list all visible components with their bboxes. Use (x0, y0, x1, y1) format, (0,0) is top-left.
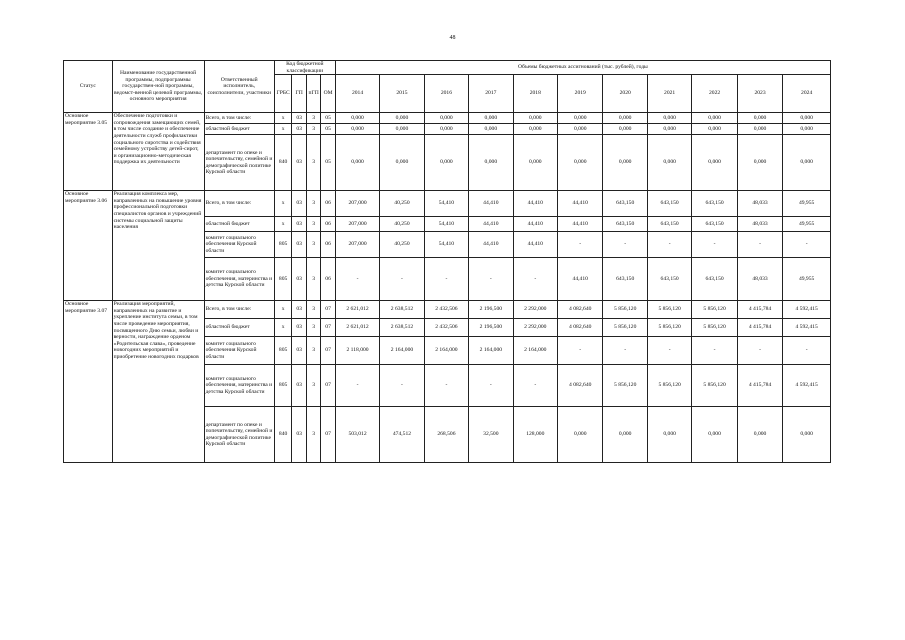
value-cell: 5 856,120 (603, 301, 647, 319)
value-cell: 32,500 (469, 407, 513, 463)
value-cell: 643,150 (647, 217, 691, 232)
executor-cell: Всего, в том числе: (204, 301, 274, 319)
value-cell: 0,000 (558, 135, 603, 191)
code-cell: 03 (292, 232, 306, 258)
code-cell: 3 (306, 217, 320, 232)
value-cell: 0,000 (558, 407, 603, 463)
code-cell: 03 (292, 337, 306, 365)
code-cell: 03 (292, 191, 306, 217)
code-cell: 3 (306, 135, 320, 191)
code-cell: 07 (321, 337, 335, 365)
value-cell: 4 592,415 (783, 365, 831, 407)
code-cell: 3 (306, 258, 320, 301)
code-cell: 03 (292, 135, 306, 191)
header-code-2: ГП (292, 75, 306, 113)
value-cell: 0,000 (737, 124, 782, 135)
value-cell: 268,506 (424, 407, 468, 463)
value-cell: 0,000 (737, 135, 782, 191)
code-cell: 805 (274, 232, 292, 258)
value-cell: 643,150 (603, 258, 647, 301)
value-cell: - (783, 232, 831, 258)
value-cell: 48,033 (737, 191, 782, 217)
value-cell: 2 164,000 (513, 337, 557, 365)
value-cell: 44,410 (558, 258, 603, 301)
value-cell: 49,955 (783, 191, 831, 217)
header-status: Статус (64, 61, 113, 113)
value-cell: 49,955 (783, 258, 831, 301)
code-cell: 07 (321, 407, 335, 463)
executor-cell: комитет социального обеспечения Курской области (204, 232, 274, 258)
value-cell: 44,410 (513, 232, 557, 258)
value-cell: 4 415,784 (737, 365, 782, 407)
value-cell: 2 638,512 (380, 301, 424, 319)
status-cell: Основное мероприятие 3.06 (64, 191, 113, 301)
header-year: 2017 (469, 75, 513, 113)
value-cell: 0,000 (647, 135, 691, 191)
value-cell: 0,000 (335, 113, 379, 124)
value-cell: - (424, 258, 468, 301)
code-cell: 3 (306, 232, 320, 258)
code-cell: 05 (321, 135, 335, 191)
value-cell: 643,150 (603, 217, 647, 232)
table-row (64, 301, 831, 319)
code-cell: 805 (274, 365, 292, 407)
value-cell: 0,000 (380, 135, 424, 191)
name-cell: Реализация мероприятий, направленных на развитие и укрепление института семьи, в том числе проведение мероприятия, посвященного Дню семьи, любви и верности, награждение орденом «Родительская слава», проведение новогодних мероприятий и приобретение новогодних подарков (112, 301, 204, 463)
header-year: 2024 (783, 75, 831, 113)
value-cell: 0,000 (692, 135, 737, 191)
value-cell: 48,033 (737, 258, 782, 301)
value-cell: 5 856,120 (647, 319, 691, 337)
value-cell: 643,150 (692, 258, 737, 301)
code-cell: x (274, 124, 292, 135)
code-cell: 07 (321, 365, 335, 407)
code-cell: 3 (306, 407, 320, 463)
value-cell: 0,000 (692, 407, 737, 463)
value-cell: 54,410 (424, 191, 468, 217)
value-cell: - (335, 258, 379, 301)
header-name: Наименование государственной программы, подпрограммы государствен-ной программы, ведомст-венной целевой программы, основного мероприятия (112, 61, 204, 113)
value-cell: 5 856,120 (647, 301, 691, 319)
value-cell: 2 196,500 (469, 301, 513, 319)
value-cell: - (513, 258, 557, 301)
value-cell: 40,250 (380, 217, 424, 232)
value-cell: 44,410 (469, 217, 513, 232)
value-cell: 0,000 (469, 113, 513, 124)
value-cell: - (603, 232, 647, 258)
executor-cell: Всего, в том числе: (204, 191, 274, 217)
value-cell: 0,000 (647, 113, 691, 124)
executor-cell: комитет социального обеспечения, материнства и детства Курской области (204, 365, 274, 407)
value-cell: 44,410 (558, 191, 603, 217)
value-cell: 0,000 (647, 124, 691, 135)
value-cell: 44,410 (513, 191, 557, 217)
value-cell: 2 164,000 (380, 337, 424, 365)
value-cell: 5 856,120 (692, 365, 737, 407)
status-cell: Основное мероприятие 3.05 (64, 113, 113, 191)
value-cell: 0,000 (513, 113, 557, 124)
value-cell: - (737, 337, 782, 365)
value-cell: 48,033 (737, 217, 782, 232)
value-cell: 0,000 (335, 124, 379, 135)
code-cell: 07 (321, 301, 335, 319)
code-cell: 05 (321, 124, 335, 135)
value-cell: 5 856,120 (692, 319, 737, 337)
value-cell: 0,000 (783, 124, 831, 135)
code-cell: 840 (274, 135, 292, 191)
value-cell: 0,000 (692, 124, 737, 135)
value-cell: 5 856,120 (692, 301, 737, 319)
value-cell: 0,000 (558, 113, 603, 124)
code-cell: 03 (292, 258, 306, 301)
value-cell: 4 415,784 (737, 301, 782, 319)
value-cell: 2 621,012 (335, 319, 379, 337)
header-code-4: ОМ (321, 75, 335, 113)
value-cell: 4 592,415 (783, 319, 831, 337)
value-cell: 2 196,500 (469, 319, 513, 337)
value-cell: 5 856,120 (647, 365, 691, 407)
value-cell: 0,000 (513, 135, 557, 191)
value-cell: 5 856,120 (603, 319, 647, 337)
header-executor: Ответственный исполнитель, соисполнители, участники (204, 61, 274, 113)
value-cell: 2 638,512 (380, 319, 424, 337)
value-cell: 2 621,012 (335, 301, 379, 319)
value-cell: 0,000 (603, 135, 647, 191)
code-cell: x (274, 113, 292, 124)
value-cell: 0,000 (335, 135, 379, 191)
executor-cell: комитет социального обеспечения Курской области (204, 337, 274, 365)
table-row (64, 191, 831, 217)
budget-table (63, 60, 831, 463)
value-cell: 2 118,000 (335, 337, 379, 365)
value-cell: 503,012 (335, 407, 379, 463)
value-cell: 643,150 (692, 217, 737, 232)
code-cell: 3 (306, 113, 320, 124)
value-cell: - (692, 337, 737, 365)
value-cell: 4 415,784 (737, 319, 782, 337)
header-volume-group: Объемы бюджетных ассигнований (тыс. рублей), годы (335, 61, 830, 75)
value-cell: - (692, 232, 737, 258)
value-cell: 128,000 (513, 407, 557, 463)
value-cell: - (603, 337, 647, 365)
code-cell: 3 (306, 124, 320, 135)
name-cell: Реализация комплекса мер, направленных на повышение уровня профессиональной подготовки специалистов органов и учреждений системы социальной защиты населения (112, 191, 204, 301)
code-cell: 3 (306, 365, 320, 407)
value-cell: 40,250 (380, 191, 424, 217)
executor-cell: областной бюджет (204, 319, 274, 337)
value-cell: 2 292,000 (513, 319, 557, 337)
value-cell: 5 856,120 (603, 365, 647, 407)
header-year: 2018 (513, 75, 557, 113)
code-cell: x (274, 301, 292, 319)
value-cell: - (335, 365, 379, 407)
value-cell: 474,512 (380, 407, 424, 463)
value-cell: - (424, 365, 468, 407)
value-cell: 207,000 (335, 232, 379, 258)
value-cell: - (737, 232, 782, 258)
code-cell: 03 (292, 217, 306, 232)
header-year: 2019 (558, 75, 603, 113)
executor-cell: областной бюджет (204, 217, 274, 232)
code-cell: 06 (321, 232, 335, 258)
value-cell: 2 432,506 (424, 301, 468, 319)
table-row (64, 113, 831, 124)
value-cell: - (558, 337, 603, 365)
value-cell: 0,000 (380, 124, 424, 135)
executor-cell: департамент по опеке и попечительству, семейной и демографической политике Курской области (204, 407, 274, 463)
header-code-1: ГРБС (274, 75, 292, 113)
header-year: 2015 (380, 75, 424, 113)
value-cell: 2 164,000 (469, 337, 513, 365)
status-cell: Основное мероприятие 3.07 (64, 301, 113, 463)
code-cell: 840 (274, 407, 292, 463)
value-cell: 643,150 (692, 191, 737, 217)
header-code-group: Код бюджетной классификации (274, 61, 335, 75)
value-cell: 643,150 (647, 191, 691, 217)
value-cell: 643,150 (603, 191, 647, 217)
header-year: 2020 (603, 75, 647, 113)
value-cell: 2 292,000 (513, 301, 557, 319)
header-year: 2014 (335, 75, 379, 113)
code-cell: 3 (306, 319, 320, 337)
executor-cell: Всего, в том числе: (204, 113, 274, 124)
value-cell: 0,000 (558, 124, 603, 135)
value-cell: 0,000 (513, 124, 557, 135)
code-cell: 07 (321, 319, 335, 337)
value-cell: 49,955 (783, 217, 831, 232)
value-cell: 2 164,000 (424, 337, 468, 365)
name-cell: Обеспечение подготовки и сопровождения замещающих семей, в том числе создание и обеспечение деятельности служб профилактики социального сиротства и содействия семейному устройству детей-сирот, и организационно-методическая поддержка их деятельности (112, 113, 204, 191)
code-cell: x (274, 191, 292, 217)
value-cell: 54,410 (424, 232, 468, 258)
value-cell: 4 082,640 (558, 301, 603, 319)
value-cell: - (647, 232, 691, 258)
header-year: 2016 (424, 75, 468, 113)
header-year: 2022 (692, 75, 737, 113)
value-cell: 0,000 (783, 135, 831, 191)
value-cell: 0,000 (603, 113, 647, 124)
value-cell: 44,410 (469, 232, 513, 258)
executor-cell: комитет социального обеспечения, материнства и детства Курской области (204, 258, 274, 301)
value-cell: - (469, 258, 513, 301)
code-cell: 03 (292, 113, 306, 124)
value-cell: 0,000 (469, 124, 513, 135)
table-header (64, 61, 831, 113)
value-cell: - (647, 337, 691, 365)
header-code-3: пГП (306, 75, 320, 113)
value-cell: 0,000 (783, 407, 831, 463)
code-cell: 05 (321, 113, 335, 124)
code-cell: 03 (292, 319, 306, 337)
value-cell: 0,000 (737, 113, 782, 124)
value-cell: 4 082,640 (558, 319, 603, 337)
code-cell: 3 (306, 301, 320, 319)
value-cell: 0,000 (469, 135, 513, 191)
header-year: 2023 (737, 75, 782, 113)
code-cell: 805 (274, 258, 292, 301)
value-cell: 4 082,640 (558, 365, 603, 407)
code-cell: 06 (321, 191, 335, 217)
value-cell: 0,000 (424, 113, 468, 124)
value-cell: 207,000 (335, 191, 379, 217)
code-cell: x (274, 217, 292, 232)
value-cell: 44,410 (558, 217, 603, 232)
executor-cell: департамент по опеке и попечительству, семейной и демографической политике Курской области (204, 135, 274, 191)
value-cell: 54,410 (424, 217, 468, 232)
value-cell: - (783, 337, 831, 365)
value-cell: 0,000 (603, 124, 647, 135)
value-cell: 0,000 (603, 407, 647, 463)
value-cell: 0,000 (783, 113, 831, 124)
value-cell: 643,150 (647, 258, 691, 301)
code-cell: 03 (292, 407, 306, 463)
value-cell: 0,000 (647, 407, 691, 463)
value-cell: 44,410 (469, 191, 513, 217)
value-cell: 0,000 (737, 407, 782, 463)
value-cell: - (469, 365, 513, 407)
value-cell: 0,000 (424, 135, 468, 191)
value-cell: - (558, 232, 603, 258)
code-cell: 03 (292, 365, 306, 407)
code-cell: 06 (321, 217, 335, 232)
value-cell: 0,000 (692, 113, 737, 124)
header-year: 2021 (647, 75, 691, 113)
value-cell: 2 432,506 (424, 319, 468, 337)
value-cell: 40,250 (380, 232, 424, 258)
page-number: 48 (449, 35, 456, 41)
code-cell: x (274, 319, 292, 337)
value-cell: - (380, 365, 424, 407)
executor-cell: областной бюджет (204, 124, 274, 135)
value-cell: 0,000 (424, 124, 468, 135)
value-cell: 0,000 (380, 113, 424, 124)
code-cell: 03 (292, 301, 306, 319)
value-cell: 207,000 (335, 217, 379, 232)
value-cell: 44,410 (513, 217, 557, 232)
value-cell: - (513, 365, 557, 407)
code-cell: 3 (306, 337, 320, 365)
code-cell: 3 (306, 191, 320, 217)
value-cell: - (380, 258, 424, 301)
code-cell: 805 (274, 337, 292, 365)
code-cell: 03 (292, 124, 306, 135)
value-cell: 4 592,415 (783, 301, 831, 319)
code-cell: 06 (321, 258, 335, 301)
table-body (64, 113, 831, 463)
